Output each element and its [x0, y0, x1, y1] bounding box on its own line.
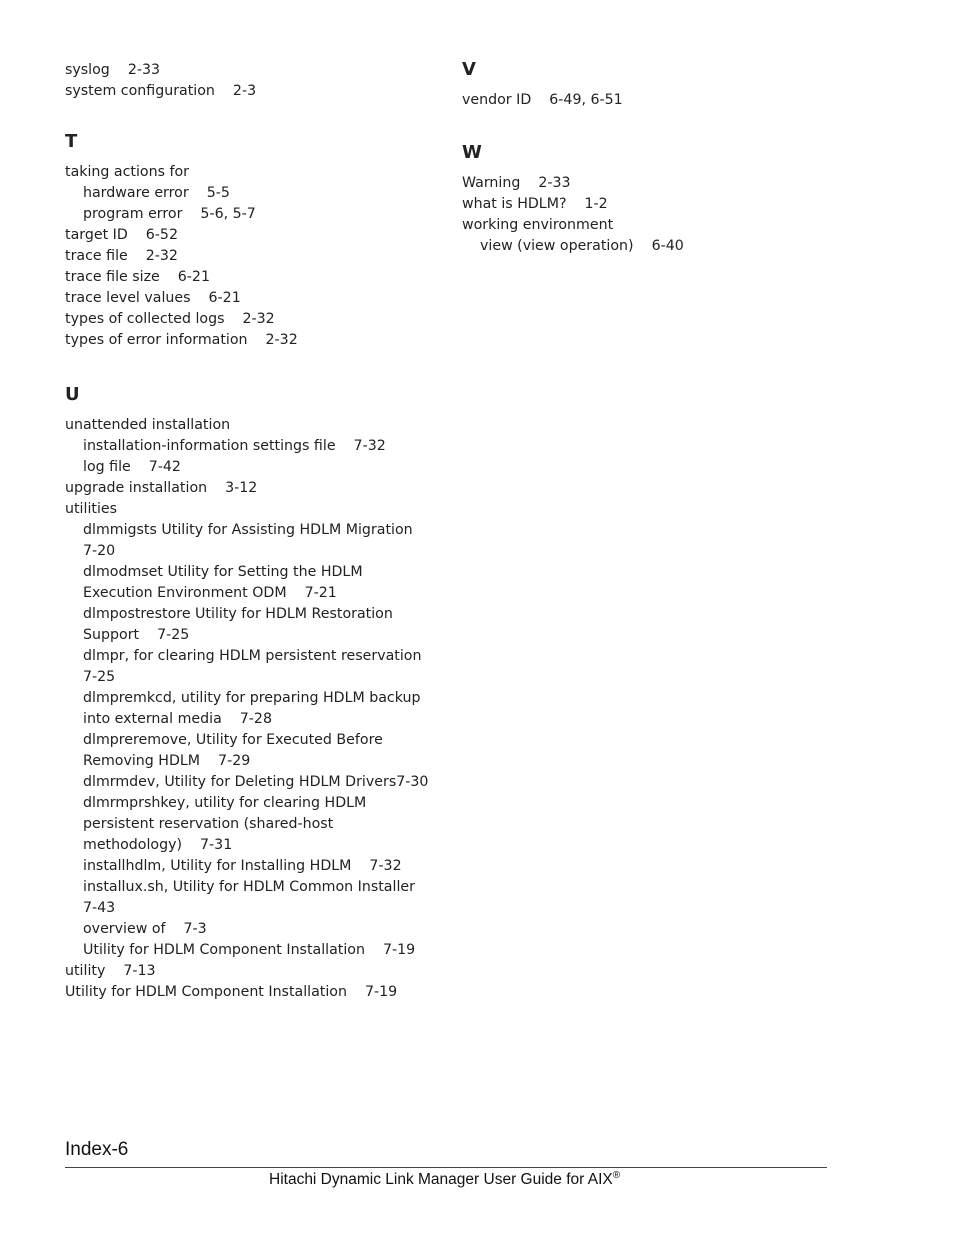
section-letter: V: [462, 59, 476, 80]
index-subentry: dlmrmprshkey, utility for clearing HDLM: [83, 795, 367, 811]
page-number: Index-6: [65, 1139, 129, 1160]
index-entries: [462, 90, 842, 111]
index-entry: working environment: [462, 217, 614, 233]
index-right-column: [462, 58, 842, 287]
index-entries: [65, 415, 445, 1003]
index-entry: Warning 2-33: [462, 175, 571, 191]
index-subentry: 7-20: [83, 543, 116, 559]
index-entry: unattended installation: [65, 417, 231, 433]
footer-divider: [65, 1167, 827, 1168]
index-subentry: Execution Environment ODM 7-21: [83, 585, 337, 601]
index-entry: system configuration 2-3: [65, 83, 257, 99]
index-subentry: Removing HDLM 7-29: [83, 753, 251, 769]
index-entry: vendor ID 6-49, 6-51: [462, 92, 623, 108]
index-entry: utilities: [65, 501, 118, 517]
index-subentry: installux.sh, Utility for HDLM Common Installer: [83, 879, 415, 895]
index-subentry: hardware error 5-5: [83, 185, 230, 201]
section-letter: U: [65, 384, 80, 405]
index-subentry: installhdlm, Utility for Installing HDLM 7-32: [83, 858, 402, 874]
index-intro-entries: [65, 60, 445, 102]
book-title: Hitachi Dynamic Link Manager User Guide for AIX®: [269, 1170, 621, 1189]
index-section-u: [65, 383, 445, 1003]
index-entries: [462, 173, 842, 257]
registered-mark: ®: [612, 1170, 621, 1181]
index-subentry: into external media 7-28: [83, 711, 272, 727]
index-subentry: dlmmigsts Utility for Assisting HDLM Migration: [83, 522, 413, 538]
index-entry: types of collected logs 2-32: [65, 311, 275, 327]
index-entry: syslog 2-33: [65, 62, 161, 78]
section-letter: T: [65, 131, 78, 152]
index-subentry: dlmpostrestore Utility for HDLM Restoration: [83, 606, 393, 622]
section-letter: W: [462, 142, 482, 163]
index-subentry: overview of 7-3: [83, 921, 207, 937]
index-entry: trace file size 6-21: [65, 269, 210, 285]
index-subentry: dlmpremkcd, utility for preparing HDLM backup: [83, 690, 421, 706]
index-section-t: [65, 130, 445, 351]
index-entry: trace file 2-32: [65, 248, 178, 264]
index-entry: upgrade installation 3-12: [65, 480, 258, 496]
index-subentry: dlmpreremove, Utility for Executed Before: [83, 732, 383, 748]
index-entry: target ID 6-52: [65, 227, 178, 243]
index-subentry: 7-43: [83, 900, 116, 916]
index-subentry: view (view operation) 6-40: [480, 238, 684, 254]
index-entry: taking actions for: [65, 164, 190, 180]
index-subentry: log file 7-42: [83, 459, 181, 475]
index-subentry: Support 7-25: [83, 627, 190, 643]
index-subentry: dlmrmdev, Utility for Deleting HDLM Drivers7-30: [83, 774, 429, 790]
index-entry: Utility for HDLM Component Installation 7-19: [65, 984, 398, 1000]
index-subentry: program error 5-6, 5-7: [83, 206, 256, 222]
index-entry: utility 7-13: [65, 963, 156, 979]
index-subentry: Utility for HDLM Component Installation 7-19: [83, 942, 416, 958]
index-section-v: [462, 58, 842, 111]
index-entry: what is HDLM? 1-2: [462, 196, 608, 212]
index-left-column: [65, 60, 445, 1033]
index-subentry: methodology) 7-31: [83, 837, 233, 853]
index-section-w: [462, 141, 842, 257]
index-entry: types of error information 2-32: [65, 332, 298, 348]
index-subentry: 7-25: [83, 669, 116, 685]
index-subentry: dlmodmset Utility for Setting the HDLM: [83, 564, 363, 580]
index-subentry: installation-information settings file 7-32: [83, 438, 386, 454]
index-entries: [65, 162, 445, 351]
index-entry: trace level values 6-21: [65, 290, 241, 306]
index-subentry: dlmpr, for clearing HDLM persistent reservation: [83, 648, 422, 664]
index-subentry: persistent reservation (shared-host: [83, 816, 334, 832]
